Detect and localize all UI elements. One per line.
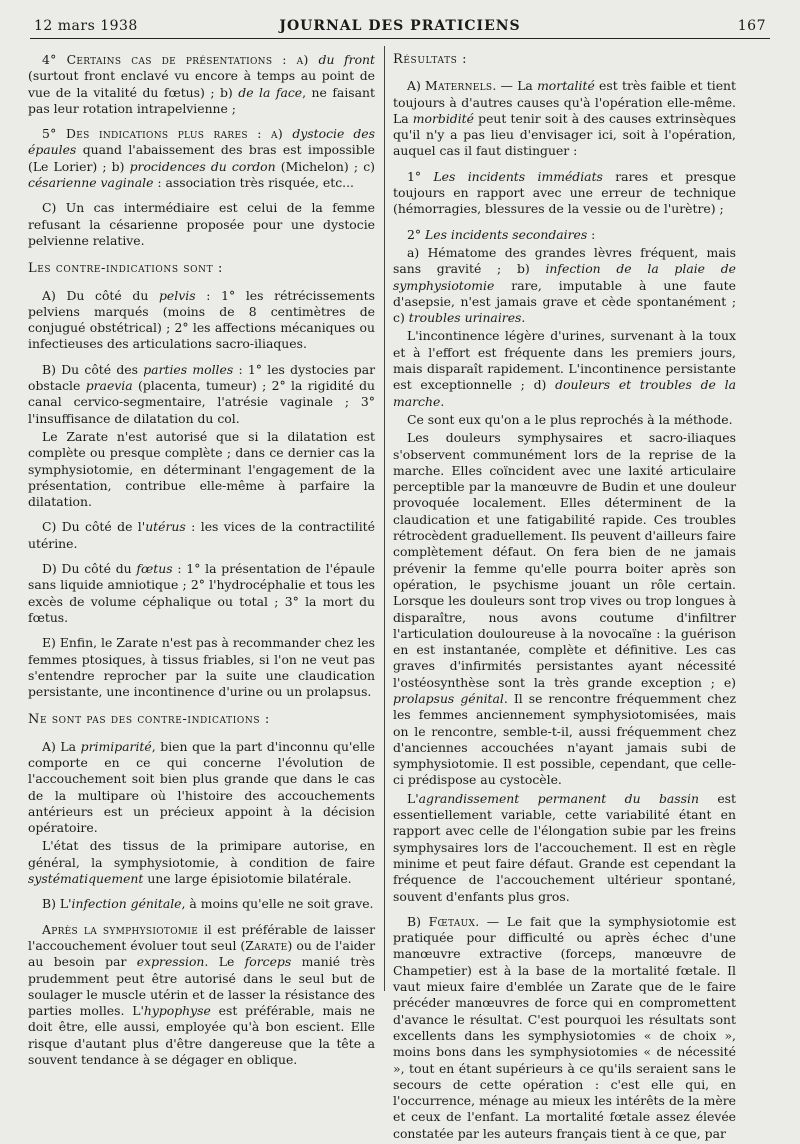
paragraph: 2° Les incidents secondaires :	[407, 226, 596, 242]
right-column	[393, 52, 736, 1144]
paragraph: Le Zarate n'est autorisé que si la dilatation est complète ou presque complète ; dans ce dernier cas la symphysiotomie, en déterminant l'engagement de la présentation, contribue elle-même à parfaire la dilatation.	[28, 428, 375, 510]
page-number: 167	[737, 18, 766, 34]
paragraph: 5° Des indications plus rares : a) dystocie des épaules quand l'abaissement des bras est impossible (Le Lorier) ; b) procidences du cordon (Michelon) ; c) césarienne vaginale : association très risquée, etc...	[28, 126, 375, 191]
paragraph: C) Un cas intermédiaire est celui de la femme refusant la césarienne proposée pour une dystocie pelvienne relative.	[28, 200, 375, 248]
section-heading: Les contre-indications sont :	[28, 261, 223, 277]
left-column	[28, 52, 375, 1070]
paragraph: A) La primiparité, bien que la part d'inconnu qu'elle comporte en ce qui concerne l'évolution de l'accouchement soit bien plus grande que dans le cas de la multipare où l'histoire des accouchements antérieurs est un précieux appoint à la décision opératoire.	[28, 738, 376, 836]
column-divider	[384, 46, 385, 991]
paragraph: a) Hématome des grandes lèvres fréquent, mais sans gravité ; b) infection de la plaie de symphysiotomie rare, imputable à une faute d'asepsie, n'est jamais grave et cède spontanément ; c) troubles urinaires.	[393, 244, 736, 326]
paragraph: B) Fœtaux. — Le fait que la symphysiotomie est pratiquée pour difficulté ou après échec d'une manœuvre extractive (forceps, manœuvre de Champetier) est à la base de la mortalité fœtale. Il vaut mieux faire d'emblée un Zarate que de le faire précéder manœuvres de force qui en compromettent d'avance le résultat. C'est pourquoi les résultats sont excellents dans les symphysiotomies « de choix », moins bons dans les symphysiotomies « de nécessité », tout en étant supérieurs à ce qu'ils seraient sans le secours de cette opération : c'est elle qui, en l'occurrence, ménage au mieux les intérêts de la mère et ceux de l'enfant. La mortalité fœtale assez élevée constatée par les auteurs français tient à ce que, par	[393, 913, 736, 1141]
running-header	[30, 12, 770, 39]
paragraph: B) Du côté des parties molles : 1° les dystocies par obstacle praevia (placenta, tumeur) ; 2° la rigidité du canal cervico-segmentaire, l'atrésie vaginale ; 3° l'insuffisance de dilatation du col.	[28, 361, 376, 426]
issue-date: 12 mars 1938	[34, 18, 138, 34]
paragraph: A) Du côté du pelvis : 1° les rétrécissements pelviens marqués (moins de 8 centimètres de conjugué obstétrical) ; 2° les affections mécaniques ou infectieuses des articulations sacro-iliaques.	[28, 287, 375, 352]
paragraph: L'incontinence légère d'urines, survenant à la toux et à l'effort est fréquente dans les premiers jours, mais disparaît rapidement. L'incontinence persistante est exceptionnelle ; d) douleurs et troubles de la marche.	[393, 328, 736, 409]
section-heading: Ne sont pas des contre-indications :	[28, 712, 270, 728]
paragraph: B) L'infection génitale, à moins qu'elle ne soit grave.	[42, 896, 374, 912]
paragraph: Ce sont eux qu'on a le plus reprochés à la méthode.	[407, 411, 733, 427]
section-heading: Résultats :	[393, 52, 468, 67]
paragraph: 4° Certains cas de présentations : a) du front (surtout front enclavé vu encore à temps au point de vue de la vitalité du fœtus) ; b) de la face, ne faisant pas leur rotation intrapelvienne ;	[28, 52, 375, 116]
paragraph: C) Du côté de l'utérus : les vices de la contractilité utérine.	[28, 519, 375, 551]
paragraph: 1° Les incidents immédiats rares et presque toujours en rapport avec une erreur de technique (hémorragies, blessures de la vessie ou de l'urètre) ;	[393, 168, 736, 217]
paragraph: A) Maternels. — La mortalité est très faible et tient toujours à d'autres causes qu'à l'opération elle-même. La morbidité peut tenir soit à des causes extrinsèques qu'il n'y a pas lieu d'envisager ici, soit à l'opération, auquel cas il faut distinguer :	[393, 78, 736, 159]
paragraph: E) Enfin, le Zarate n'est pas à recommander chez les femmes ptosiques, à tissus friables, si l'on ne veut pas s'entendre reprocher par la suite une claudication persistante, une incontinence d'urine ou un prolapsus.	[28, 635, 375, 700]
paragraph: Les douleurs symphysaires et sacro-iliaques s'observent communément lors de la reprise de la marche. Elles coïncident avec une laxité articulaire perceptible par la manœuvre de Budin et une douleur provoquée localement. Elles déterminent de la claudication et une fatigabilité rapide. Ces troubles rétrocèdent graduellement. Ils peuvent d'ailleurs faire complètement défaut. On fera bien de ne jamais prévenir la femme qu'elle pourra boiter après son opération, le psychisme jouant un rôle certain. Lorsque les douleurs sont trop vives ou trop longues à disparaître, nous avons coutume d'infiltrer l'articulation douloureuse à la novocaïne : la guérison en est instantanée, complète et définitive. Les cas graves d'infirmités persistantes ayant nécessité l'ostéosynthèse sont la très grande exception ; e) prolapsus génital. Il se rencontre fréquemment chez les femmes anciennement symphysiotomisées, mais on le rencontre, semble-t-il, aussi fréquemment chez d'anciennes accouchées n'ayant jamais subi de symphysiotomie. Il est possible, cependant, que celle-ci prédispose au cystocèle.	[393, 430, 736, 788]
paragraph: Après la symphysiotomie il est préférable de laisser l'accouchement évoluer tout seul (Zarate) ou de l'aider au besoin par expression. Le forceps manié très prudemment peut être autorisé dans le seul but de soulager le muscle utérin et de lasser la résistance des parties molles. L'hypophyse est préférable, mais ne doit être, elle aussi, employée qu'à bon escient. Elle risque d'autant plus d'être dangereuse que la tête a souvent tendance à se dégager en oblique.	[28, 921, 376, 1068]
paragraph: L'état des tissus de la primipare autorise, en général, la symphysiotomie, à condition de faire systématiquement une large épisiotomie bilatérale.	[28, 838, 375, 887]
paragraph: L'agrandissement permanent du bassin est essentiellement variable, cette variabilité étant en rapport avec celle de l'élongation subie par les freins symphysaires lors de l'accouchement. Il est en règle minime et peut faire défaut. Grande est cependant la fréquence de l'accouchement ultérieur spontané, souvent d'enfants plus gros.	[393, 790, 736, 904]
journal-title: JOURNAL DES PRATICIENS	[279, 18, 521, 34]
paragraph: D) Du côté du fœtus : 1° la présentation de l'épaule sans liquide amniotique ; 2° l'hydrocéphalie et tous les excès de volume céphalique ou total ; 3° la mort du fœtus.	[28, 561, 376, 625]
